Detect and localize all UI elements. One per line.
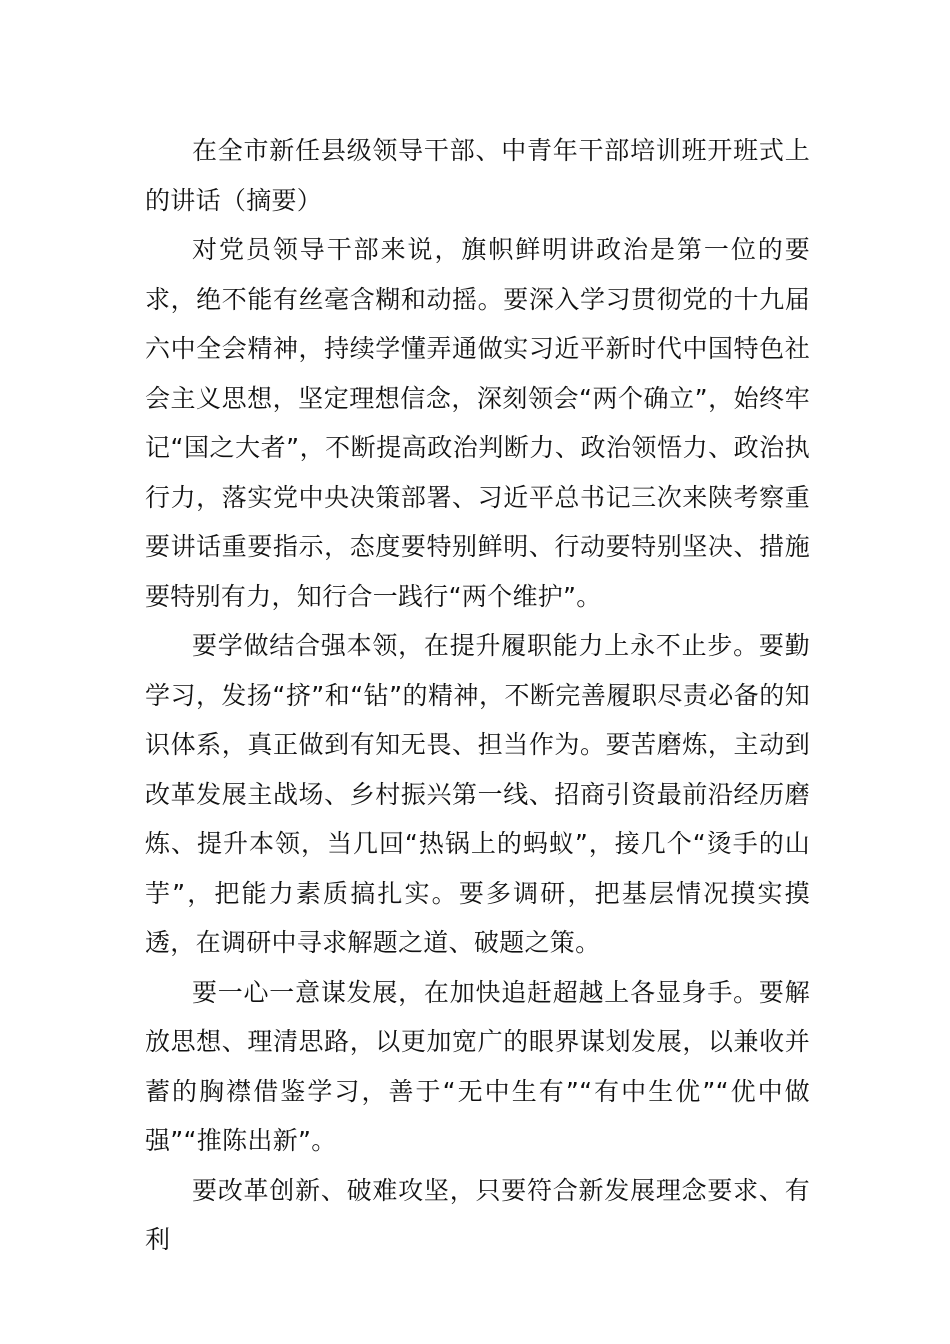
paragraph-development-focus: 要一心一意谋发展，在加快追赶超越上各显身手。要解放思想、理清思路，以更加宽广的眼界谋划发展，以兼收并蓄的胸襟借鉴学习，善于“无中生有”“有中生优”“优中做强”“推陈出新”。 — [145, 977, 810, 1155]
paragraph-ability-improvement: 要学做结合强本领，在提升履职能力上永不止步。要勤学习，发扬“挤”和“钻”的精神，不断完善履职尽责必备的知识体系，真正做到有知无畏、担当作为。要苦磨炼，主动到改革发展主战场、乡村振兴第一线、招商引资最前沿经历磨炼、提升本领，当几回“热锅上的蚂蚁”，接几个“烫手的山芋”，把能力素质搞扎实。要多调研，把基层情况摸实摸透，在调研中寻求解题之道、破题之策。 — [145, 631, 810, 957]
paragraph-reform-innovation: 要改革创新、破难攻坚，只要符合新发展理念要求、有利 — [145, 1175, 810, 1254]
document-body — [145, 126, 810, 1265]
paragraph-political-requirement: 对党员领导干部来说，旗帜鲜明讲政治是第一位的要求，绝不能有丝毫含糊和动摇。要深入学习贯彻党的十九届六中全会精神，持续学懂弄通做实习近平新时代中国特色社会主义思想，坚定理想信念，深刻领会“两个确立”，始终牢记“国之大者”，不断提高政治判断力、政治领悟力、政治执行力，落实党中央决策部署、习近平总书记三次来陕考察重要讲话重要指示，态度要特别鲜明、行动要特别坚决、措施要特别有力，知行合一践行“两个维护”。 — [145, 235, 810, 611]
document-title: 在全市新任县级领导干部、中青年干部培训班开班式上的讲话（摘要） — [145, 136, 810, 215]
